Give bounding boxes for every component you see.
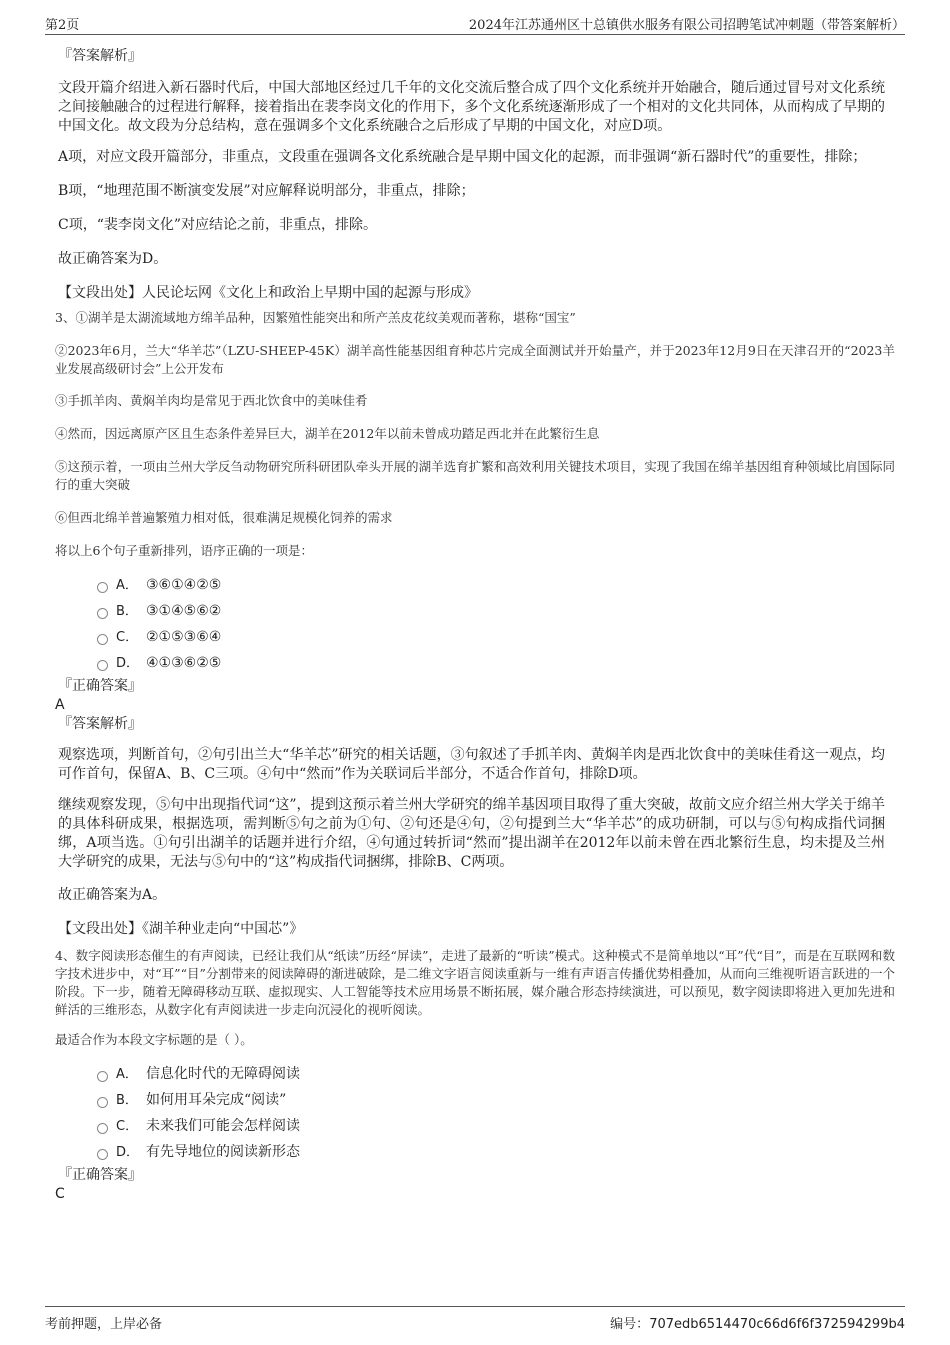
correct-answer: C [55,1186,65,1202]
option-b[interactable]: B． 如何用耳朵完成“阅读” [97,1087,905,1113]
analysis-paragraph: A项，对应文段开篇部分，非重点，文段重在强调各文化系统融合是早期中国文化的起源，而非强调“新石器时代”的重要性，排除； [58,149,867,165]
code-value: 707edb6514470c66d6f6f372594299b4 [649,1317,905,1332]
footer-slogan: 考前押题，上岸必备 [45,1317,163,1332]
option-c[interactable]: C． 未来我们可能会怎样阅读 [97,1113,905,1139]
question-3-line: ③手抓羊肉、黄焖羊肉均是常见于西北饮食中的美味佳肴 [55,393,368,408]
option-b[interactable]: B． ③①④⑤⑥② [97,598,905,624]
analysis-paragraph: B项，“地理范围不断演变发展”对应解释说明部分，非重点，排除； [58,183,475,199]
question-3-line: ⑥但西北绵羊普遍繁殖力相对低，很难满足规模化饲养的需求 [55,510,393,525]
document-code [610,1313,905,1332]
code-label: 编号： [610,1317,650,1332]
option-d[interactable]: D． 有先导地位的阅读新形态 [97,1139,905,1165]
page-header [45,14,905,35]
option-d[interactable]: D． ④①③⑥②⑤ [97,650,905,676]
question-3-line: 3、①湖羊是太湖流域地方绵羊品种，因繁殖性能突出和所产羔皮花纹美观而著称，堪称“国宝” [55,310,576,325]
question-4-text: 4、数字阅读形态催生的有声阅读，已经让我们从“纸读”历经“屏读”，走进了最新的“听读”模式。这种模式不是简单地以“耳”代“目”，而是在互联网和数字技术进步中，对“耳”“目”分割带来的阅读障碍的渐进破除，是二维文字语言阅读重新与一维有声语言传播优势相叠加，从而向三维视听语言跃进的一个阶段。下一步，随着无障碍移动互联、虚拟现实、人工智能等技术应用场景不断拓展，媒介融合形态持续演进，可以预见，数字阅读即将进入更加先进和鲜活的三维形态，从数字化有声阅读进一步走向沉浸化的视听阅读。 [55,948,895,1017]
radio-icon[interactable] [97,634,108,645]
document-title: 2024年江苏通州区十总镇供水服务有限公司招聘笔试冲刺题（带答案解析） [468,18,905,33]
radio-icon[interactable] [97,1149,108,1160]
radio-icon[interactable] [97,1123,108,1134]
radio-icon[interactable] [97,660,108,671]
question-4-options [55,1061,905,1165]
option-c[interactable]: C． ②①⑤③⑥④ [97,624,905,650]
question-3-options [55,572,905,676]
analysis-paragraph: 观察选项，判断首句，②句引出兰大“华羊芯”研究的相关话题，③句叙述了手抓羊肉、黄焖羊肉是西北饮食中的美味佳肴这一观点，均可作首句，保留A、B、C三项。④句中“然而”作为关联词后半部分，不适合作首句，排除D项。 [58,747,885,782]
source-citation: 【文段出处】《湖羊种业走向“中国芯”》 [58,921,304,937]
radio-icon[interactable] [97,1097,108,1108]
page-content [55,44,905,1203]
source-citation: 【文段出处】人民论坛网《文化上和政治上早期中国的起源与形成》 [58,285,478,301]
analysis-label: 『答案解析』 [58,716,142,732]
option-a[interactable]: A． ③⑥①④②⑤ [97,572,905,598]
analysis-paragraph: C项，“裴李岗文化”对应结论之前，非重点，排除。 [58,217,378,233]
analysis-paragraph: 文段开篇介绍进入新石器时代后，中国大部地区经过几千年的文化交流后整合成了四个文化系统并开始融合，随后通过冒号对文化系统之间接触融合的过程进行解释，接着指出在裴李岗文化的作用下，多个文化系统逐渐形成了一个相对的文化共同体，从而构成了早期的中国文化。故文段为分总结构，意在强调多个文化系统融合之后形成了早期的中国文化，对应D项。 [58,80,885,134]
analysis-paragraph: 故正确答案为D。 [58,251,168,267]
analysis-paragraph: 故正确答案为A。 [58,887,167,903]
correct-answer: A [55,697,65,713]
page-number: 第2页 [45,18,80,33]
question-3-line: ②2023年6月，兰大“华羊芯”（LZU-SHEEP-45K）湖羊高性能基因组育种芯片完成全面测试并开始量产，并于2023年12月9日在天津召开的“2023羊业发展高级研讨会”上公开发布 [55,343,895,376]
correct-answer-label: 『正确答案』 [58,678,142,694]
analysis-label: 『答案解析』 [58,48,142,64]
question-3-line: ④然而，因远离原产区且生态条件差异巨大，湖羊在2012年以前未曾成功踏足西北并在此繁衍生息 [55,426,600,441]
question-prompt: 最适合作为本段文字标题的是（ ）。 [55,1032,253,1047]
question-prompt: 将以上6个句子重新排列，语序正确的一项是： [55,543,313,558]
analysis-paragraph: 继续观察发现，⑤句中出现指代词“这”，提到这预示着兰州大学研究的绵羊基因项目取得了重大突破，故前文应介绍兰州大学关于绵羊的具体科研成果，根据选项，需判断⑤句之前为①句、②句还是④句，②句提到兰大“华羊芯”的成功研制，可以与⑤句构成指代词捆绑，A项当选。①句引出湖羊的话题并进行介绍，④句通过转折词“然而”提出湖羊在2012年以前未曾在西北繁衍生息，均未提及兰州大学研究的成果，无法与⑤句中的“这”构成指代词捆绑，排除B、C两项。 [58,797,885,870]
page-footer [45,1306,905,1331]
question-3-line: ⑤这预示着，一项由兰州大学反刍动物研究所科研团队牵头开展的湖羊选育扩繁和高效利用关键技术项目，实现了我国在绵羊基因组育种领域比肩国际同行的重大突破 [55,459,895,492]
correct-answer-label: 『正确答案』 [58,1167,142,1183]
radio-icon[interactable] [97,1071,108,1082]
option-a[interactable]: A． 信息化时代的无障碍阅读 [97,1061,905,1087]
radio-icon[interactable] [97,608,108,619]
radio-icon[interactable] [97,582,108,593]
